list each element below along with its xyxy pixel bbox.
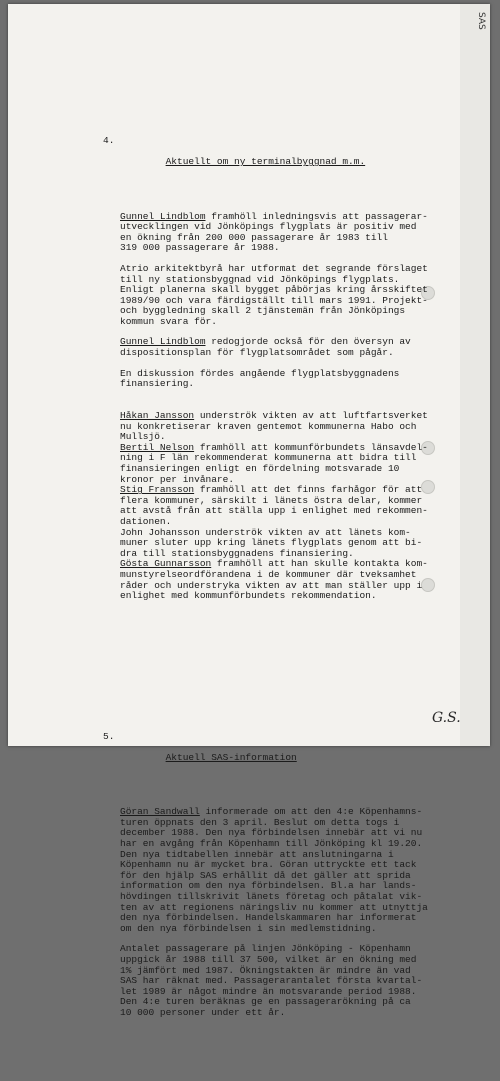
line-text: Enligt planerna skall bygget påbörjas kring årsskiftet xyxy=(120,284,428,296)
line-text: framhöll inledningsvis att passagerar- xyxy=(205,210,428,222)
line-text: har en avgång från Köpenhamn till Jönköping kl 19.20. xyxy=(120,838,423,849)
person-name: Håkan Jansson xyxy=(120,410,195,422)
person-name: Bertil Nelson xyxy=(120,441,195,453)
text-line xyxy=(120,422,460,433)
document-body xyxy=(103,83,460,1081)
handwritten-initials: G.S. xyxy=(432,710,461,726)
section-heading xyxy=(103,134,460,178)
line-text: för den hjälp SAS erhållit då det gäller att sprida xyxy=(120,869,411,881)
line-text: framhöll att han skulle kontakta kom- xyxy=(211,558,428,570)
line-text: informerade om att den 4:e Köpenhamns- xyxy=(199,806,423,818)
section-4 xyxy=(103,115,460,623)
paragraph xyxy=(120,559,460,601)
line-text: december 1988. Den nya förbindelsen innebär att vi nu xyxy=(120,827,423,839)
text-line xyxy=(120,1008,460,1019)
line-text: finansiering. xyxy=(120,378,195,390)
document-page xyxy=(8,4,490,1018)
line-text: dra till stationsbyggnadens finansiering. xyxy=(120,547,354,559)
line-text: den nya förbindelsen. Handelskammaren har informerat xyxy=(120,912,417,924)
line-text: 1989/90 och vara färdigställt till mars 1991. Projekt- xyxy=(120,294,428,306)
section-heading xyxy=(103,730,460,774)
text-line xyxy=(120,317,460,328)
section-5 xyxy=(103,710,460,1049)
line-text: munstyrelseordförandena i de kommuner där tveksamhet xyxy=(120,568,417,580)
line-text: utvecklingen vid Jönköpings flygplats är positiv med xyxy=(120,221,417,233)
person-name: Gösta Gunnarsson xyxy=(120,558,212,570)
paragraph xyxy=(120,337,460,358)
line-text: en ökning från 200 000 passagerare år 1983 till xyxy=(120,231,388,243)
line-text: En diskussion fördes angående flygplatsbyggnadens xyxy=(120,367,400,379)
line-text: hövdingen tillskrivit länets företag och påtalat vik- xyxy=(120,890,423,902)
discussion-paragraphs xyxy=(120,411,460,602)
line-text: 319 000 passagerare år 1988. xyxy=(120,242,280,254)
paragraph xyxy=(120,485,460,527)
person-name: Göran Sandwall xyxy=(120,806,200,818)
line-text: Atrio arkitektbyrå har utformat det segrande förslaget xyxy=(120,262,428,274)
line-text: att avstå från att ställa upp i enlighet med rekommen- xyxy=(120,505,428,517)
paragraph xyxy=(120,411,460,443)
section-title: Aktuell SAS-information xyxy=(165,751,297,763)
line-text: dationen. xyxy=(120,515,172,527)
line-text: information om den nya förbindelsen. Bl.a har lands- xyxy=(120,880,417,892)
line-text: redogjorde också för den översyn av xyxy=(205,336,411,348)
section-title: Aktuellt om ny terminalbyggnad m.m. xyxy=(165,156,366,168)
line-text: muner sluter upp kring länets flygplats genom att bi- xyxy=(120,537,423,549)
person-name: Gunnel Lindblom xyxy=(120,210,206,222)
corner-label: SAS xyxy=(476,12,486,30)
line-text: och byggledning skall 2 tjänstemän från Jönköpings xyxy=(120,305,406,317)
paragraph xyxy=(120,528,460,560)
line-text: Mullsjö. xyxy=(120,431,166,443)
line-text: 10 000 personer under ett år. xyxy=(120,1006,286,1018)
paragraph xyxy=(120,212,460,254)
page-edge xyxy=(460,4,490,746)
paragraph xyxy=(120,807,460,934)
line-text: uppgick år 1988 till 37 500, vilket är en ökning med xyxy=(120,953,417,965)
line-text: Den 4:e turen beräknas ge en passagerarökning på ca xyxy=(120,996,411,1008)
line-text: om den nya förbindelsen i sin medlemstidning. xyxy=(120,922,377,934)
section-number: 4. xyxy=(103,134,115,146)
line-text: till ny stationsbyggnad vid Jönköpings flygplats. xyxy=(120,273,400,285)
line-text: kommun svara för. xyxy=(120,315,217,327)
line-text: John Johansson underströk vikten av att länets kom- xyxy=(120,526,411,538)
text-line xyxy=(120,591,460,602)
line-text: SAS har räknat med. Passagerarantalet första kvartal- xyxy=(120,975,423,987)
line-text: framhöll att kommunförbundets länsavdel- xyxy=(194,441,428,453)
line-text: let 1989 är något mindre än motsvarande period 1988. xyxy=(120,985,417,997)
line-text: råder och understryka vikten av att man ställer upp i xyxy=(120,579,423,591)
line-text: 1% jämfört med 1987. Ökningstakten är mindre än vad xyxy=(120,964,411,976)
paragraph xyxy=(120,443,460,485)
section-paragraphs xyxy=(120,807,460,1018)
line-text: finansieringen enligt en fördelning motsvarade 10 xyxy=(120,463,400,474)
text-line xyxy=(120,348,460,359)
line-text: underströk vikten av att luftfartsverket xyxy=(194,410,428,422)
line-text: kronor per invånare. xyxy=(120,473,235,485)
line-text: Köpenhamn nu är mycket bra. Göran uttryckte ett tack xyxy=(120,859,417,871)
line-text: enlighet med kommunförbundets rekommendation. xyxy=(120,590,377,602)
text-line xyxy=(120,379,460,390)
section-number: 5. xyxy=(103,730,115,742)
person-name: Gunnel Lindblom xyxy=(120,336,206,348)
line-text: framhöll att det finns farhågor för att xyxy=(194,484,423,496)
line-text: ning i F län rekommenderat kommunerna att bidra till xyxy=(120,452,417,464)
paragraph xyxy=(120,369,460,390)
line-text: dispositionsplan för flygplatsområdet som pågår. xyxy=(120,347,394,359)
line-text: Den nya tidtabellen innebär att anslutningarna i xyxy=(120,848,394,860)
paragraph xyxy=(120,944,460,1018)
text-line xyxy=(120,243,460,254)
person-name: Stig Fransson xyxy=(120,484,195,496)
line-text: turen öppnats den 3 april. Beslut om detta togs i xyxy=(120,816,400,828)
section-paragraphs xyxy=(120,212,460,390)
line-text: ten av att regionens näringsliv nu kommer att utnyttja xyxy=(120,901,428,913)
line-text: nu konkretiserar kraven gentemot kommunerna Habo och xyxy=(120,420,417,432)
paragraph xyxy=(120,264,460,328)
line-text: Antalet passagerare på linjen Jönköping - Köpenhamn xyxy=(120,943,411,955)
line-text: flera kommuner, särskilt i länets östra delar, kommer xyxy=(120,494,423,506)
text-line xyxy=(120,924,460,935)
